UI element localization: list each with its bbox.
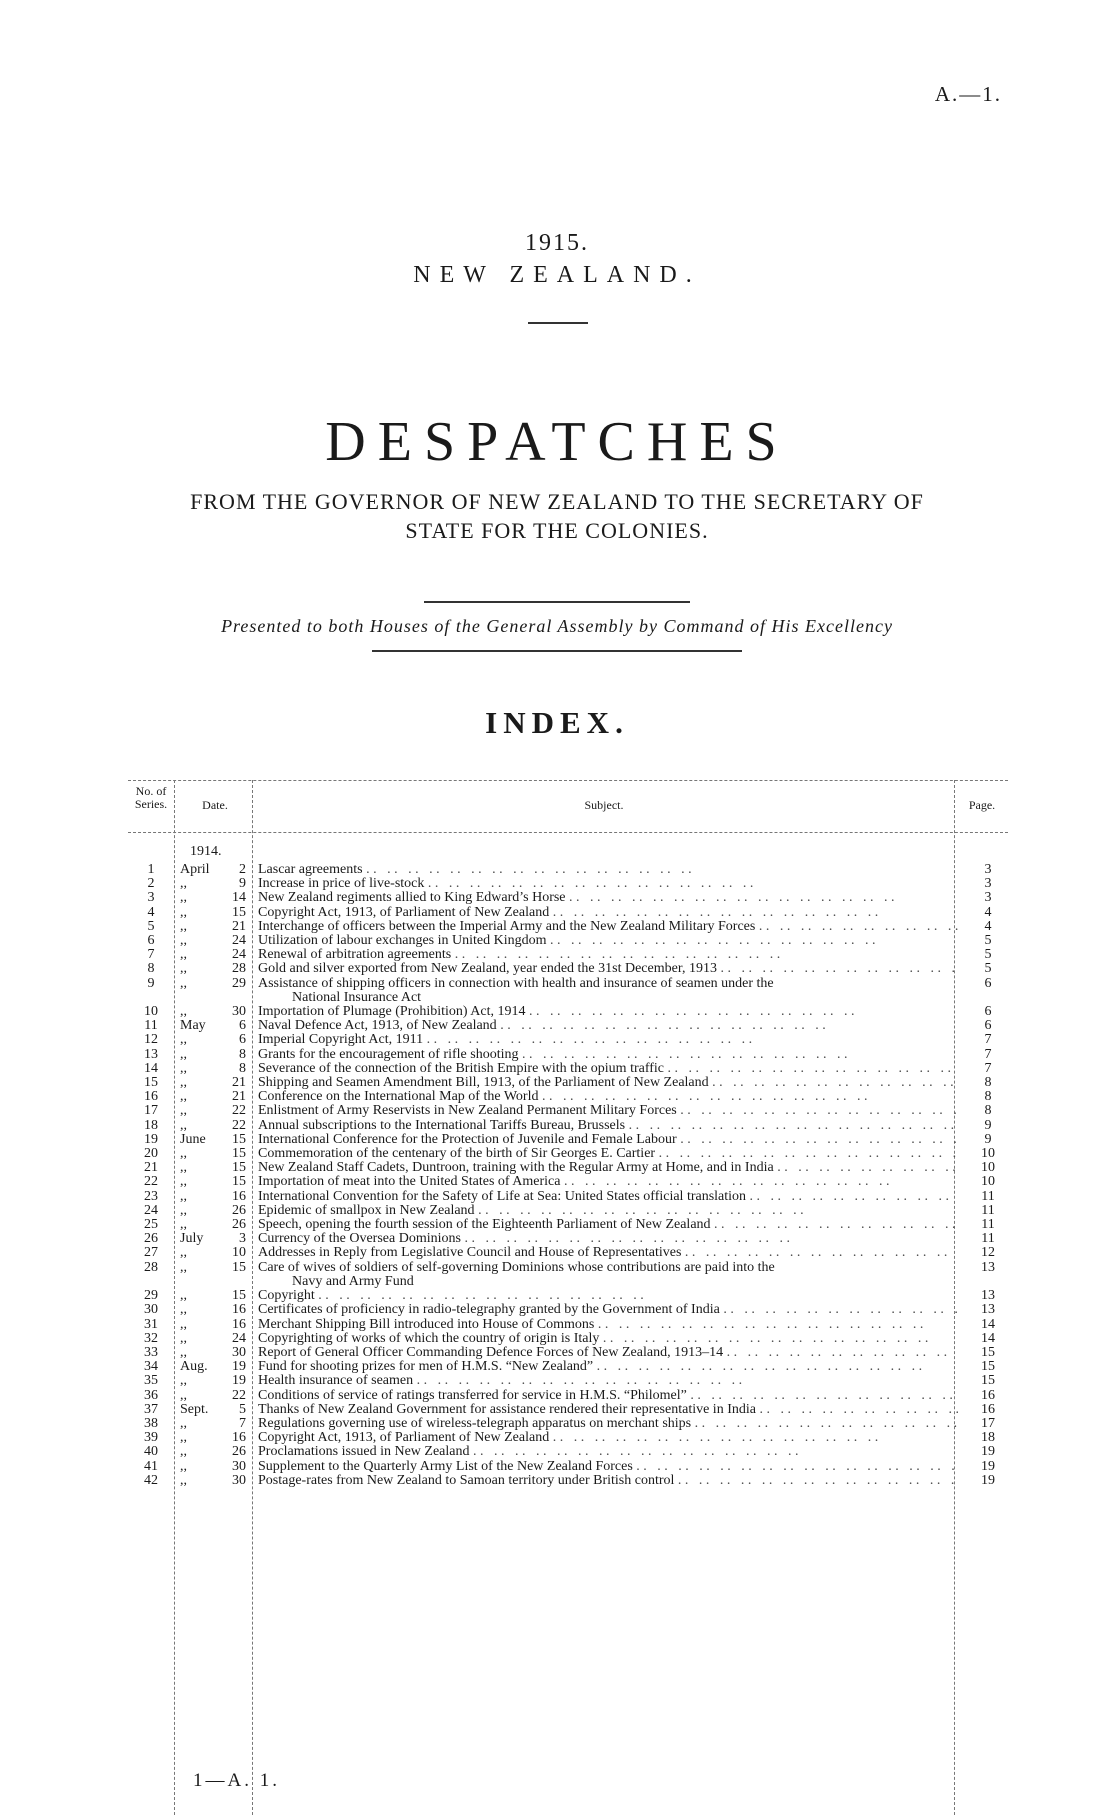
series-number: 22 <box>144 1174 158 1190</box>
date-month: ,, <box>180 1245 187 1261</box>
series-number: 37 <box>144 1401 158 1417</box>
date-month: ,, <box>180 961 187 977</box>
document-title: DESPATCHES <box>325 411 789 473</box>
header-no-of-series: No. of Series. <box>134 784 168 811</box>
subject-continuation: National Insurance Act <box>292 989 422 1005</box>
subject-cell <box>258 1261 958 1289</box>
subject-text: Shipping and Seamen Amendment Bill, 1913, of the Parliament of New Zealand . . <box>258 1076 958 1090</box>
date-month: Aug. <box>180 1359 208 1375</box>
table-row <box>128 891 1008 905</box>
page-number: 5 <box>984 947 992 963</box>
page-number: 19 <box>981 1444 995 1460</box>
date-month: ,, <box>180 1430 187 1446</box>
page-number: 7 <box>984 1032 992 1048</box>
date-day: 21 <box>232 918 246 934</box>
subject-text: Importation of Plumage (Prohibition) Act, 1914 . . <box>258 1005 958 1019</box>
series-number: 6 <box>147 933 155 949</box>
subject-text: New Zealand regiments allied to King Edward’s Horse . . <box>258 891 958 905</box>
header-subject: Subject. <box>584 798 624 812</box>
page-number: 10 <box>981 1174 995 1190</box>
table-row <box>128 1218 1008 1232</box>
date-day: 26 <box>232 1202 246 1218</box>
index-heading: INDEX. <box>485 705 629 740</box>
subject-text: Regulations governing use of wireless-telegraph apparatus on merchant ships . . <box>258 1417 958 1431</box>
date-day: 24 <box>232 1330 246 1346</box>
series-number: 19 <box>144 1131 158 1147</box>
date-month: ,, <box>180 1302 187 1318</box>
date-day: 16 <box>232 1430 246 1446</box>
date-day: 15 <box>232 1160 246 1176</box>
page-number: 3 <box>984 890 992 906</box>
series-number: 12 <box>144 1032 158 1048</box>
divider <box>372 650 742 652</box>
table-row <box>128 1289 1008 1303</box>
date-month: ,, <box>180 1004 187 1020</box>
subject-text: Proclamations issued in New Zealand . . <box>258 1445 958 1459</box>
date-day: 24 <box>232 933 246 949</box>
page-number: 9 <box>984 1117 992 1133</box>
subject-text: Lascar agreements . . <box>258 863 958 877</box>
date-month: ,, <box>180 1160 187 1176</box>
series-number: 28 <box>144 1259 158 1275</box>
date-month: ,, <box>180 1458 187 1474</box>
date-month: Sept. <box>180 1401 209 1417</box>
date-month: ,, <box>180 1373 187 1389</box>
subject-text: Addresses in Reply from Legislative Council and House of Representatives . . <box>258 1246 958 1260</box>
subject-text: Increase in price of live-stock . . <box>258 877 958 891</box>
table-row <box>128 1133 1008 1147</box>
table-row <box>128 1161 1008 1175</box>
page-number: 8 <box>984 1089 992 1105</box>
table-row <box>128 977 1008 1005</box>
date-month: ,, <box>180 1202 187 1218</box>
series-number: 24 <box>144 1202 158 1218</box>
page-number: 13 <box>981 1259 995 1275</box>
date-month: June <box>180 1131 206 1147</box>
page-number: 7 <box>984 1046 992 1062</box>
date-month: ,, <box>180 1117 187 1133</box>
table-row <box>128 1076 1008 1090</box>
date-month: ,, <box>180 876 187 892</box>
table-row <box>128 1474 1008 1488</box>
series-number: 36 <box>144 1387 158 1403</box>
series-number: 42 <box>144 1472 158 1488</box>
subject-cell <box>258 977 958 1005</box>
series-number: 7 <box>147 947 155 963</box>
series-number: 31 <box>144 1316 158 1332</box>
table-row <box>128 906 1008 920</box>
series-number: 1 <box>147 862 155 877</box>
date-day: 6 <box>239 1018 246 1034</box>
series-number: 39 <box>144 1430 158 1446</box>
date-month: ,, <box>180 904 187 920</box>
date-day: 10 <box>232 1245 246 1261</box>
subject-text: Epidemic of smallpox in New Zealand . . <box>258 1204 958 1218</box>
page-number: 11 <box>981 1202 995 1218</box>
date-month: ,, <box>180 1075 187 1091</box>
subject-text: Grants for the encouragement of rifle shooting . . <box>258 1048 958 1062</box>
date-month: ,, <box>180 1415 187 1431</box>
table-row <box>128 1403 1008 1417</box>
table-row <box>128 1460 1008 1474</box>
table-row <box>128 1019 1008 1033</box>
document-subtitle <box>0 487 1114 545</box>
country-heading: NEW ZEALAND. <box>413 262 701 288</box>
series-number: 2 <box>147 876 155 892</box>
page-number: 11 <box>981 1217 995 1233</box>
series-number: 17 <box>144 1103 158 1119</box>
page-number: 16 <box>981 1387 995 1403</box>
series-number: 21 <box>144 1160 158 1176</box>
page-number: 19 <box>981 1458 995 1474</box>
date-day: 2 <box>239 862 246 877</box>
table-row <box>128 1374 1008 1388</box>
date-day: 9 <box>239 876 246 892</box>
table-row <box>128 863 1008 877</box>
presented-line: Presented to both Houses of the General Assembly by Command of His Excellency <box>221 616 893 636</box>
date-day: 19 <box>232 1373 246 1389</box>
date-month: ,, <box>180 1060 187 1076</box>
page-number: 4 <box>984 918 992 934</box>
page-number: 8 <box>984 1103 992 1119</box>
subject-text: Health insurance of seamen . . <box>258 1374 958 1388</box>
table-row <box>128 934 1008 948</box>
date-month: ,, <box>180 1188 187 1204</box>
date-day: 15 <box>232 1146 246 1162</box>
date-day: 30 <box>232 1458 246 1474</box>
table-row <box>128 1190 1008 1204</box>
date-day: 16 <box>232 1316 246 1332</box>
subject-text: Fund for shooting prizes for men of H.M.S. “New Zealand” . . <box>258 1360 958 1374</box>
date-month: ,, <box>180 1103 187 1119</box>
table-row <box>128 1417 1008 1431</box>
date-month: ,, <box>180 1316 187 1332</box>
date-month: ,, <box>180 1288 187 1304</box>
date-day: 19 <box>232 1359 246 1375</box>
date-day: 30 <box>232 1344 246 1360</box>
series-number: 13 <box>144 1046 158 1062</box>
date-day: 6 <box>239 1032 246 1048</box>
series-number: 41 <box>144 1458 158 1474</box>
subject-text: Assistance of shipping officers in connection with health and insurance of seamen under the <box>258 976 774 991</box>
subject-text: Severance of the connection of the British Empire with the opium traffic . . <box>258 1062 958 1076</box>
date-day: 7 <box>239 1415 246 1431</box>
subject-text: Gold and silver exported from New Zealand, year ended the 31st December, 1913 . . <box>258 962 958 976</box>
page-number: 10 <box>981 1146 995 1162</box>
document-year: 1915. <box>525 230 589 256</box>
date-month: ,, <box>180 1344 187 1360</box>
page-number: 11 <box>981 1188 995 1204</box>
table-rule-header <box>128 832 1008 833</box>
page-number: 13 <box>981 1302 995 1318</box>
page-reference: A.—1. <box>934 82 1002 106</box>
series-number: 3 <box>147 890 155 906</box>
page-number: 5 <box>984 933 992 949</box>
subject-text: Enlistment of Army Reservists in New Zealand Permanent Military Forces . . <box>258 1104 958 1118</box>
date-month: ,, <box>180 1046 187 1062</box>
series-number: 20 <box>144 1146 158 1162</box>
page-number: 6 <box>984 1004 992 1020</box>
series-number: 38 <box>144 1415 158 1431</box>
page-number: 9 <box>984 1131 992 1147</box>
series-number: 25 <box>144 1217 158 1233</box>
subject-text: Care of wives of soldiers of self-governing Dominions whose contributions are paid into the <box>258 1260 775 1275</box>
series-number: 4 <box>147 904 155 920</box>
date-day: 8 <box>239 1046 246 1062</box>
subject-text: Conditions of service of ratings transferred for service in H.M.S. “Philomel” . . <box>258 1389 958 1403</box>
date-day: 16 <box>232 1302 246 1318</box>
date-month: ,, <box>180 1259 187 1275</box>
date-month: ,, <box>180 1217 187 1233</box>
series-number: 15 <box>144 1075 158 1091</box>
series-number: 10 <box>144 1004 158 1020</box>
date-month: ,, <box>180 1089 187 1105</box>
page-number: 4 <box>984 904 992 920</box>
series-number: 34 <box>144 1359 158 1375</box>
page-number: 19 <box>981 1472 995 1488</box>
table-row <box>128 1048 1008 1062</box>
date-month: ,, <box>180 933 187 949</box>
subtitle-line: FROM THE GOVERNOR OF NEW ZEALAND TO THE SECRETARY OF <box>190 489 924 514</box>
table-row <box>128 1033 1008 1047</box>
date-month: ,, <box>180 1032 187 1048</box>
table-row <box>128 1062 1008 1076</box>
page-number: 16 <box>981 1401 995 1417</box>
page-number: 15 <box>981 1344 995 1360</box>
table-row <box>128 1303 1008 1317</box>
subject-text: Copyright . . <box>258 1289 958 1303</box>
subject-text: Certificates of proficiency in radio-telegraphy granted by the Government of India . . <box>258 1303 958 1317</box>
page-number: 6 <box>984 975 992 991</box>
subject-text: Annual subscriptions to the International Tariffs Bureau, Brussels . . <box>258 1119 958 1133</box>
table-row <box>128 1005 1008 1019</box>
series-number: 14 <box>144 1060 158 1076</box>
series-number: 26 <box>144 1231 158 1247</box>
date-month: ,, <box>180 1387 187 1403</box>
date-day: 30 <box>232 1472 246 1488</box>
date-month: ,, <box>180 975 187 991</box>
date-month: May <box>180 1018 206 1034</box>
table-row <box>128 1360 1008 1374</box>
header-page: Page. <box>968 798 996 812</box>
series-number: 8 <box>147 961 155 977</box>
footer-signature: 1—A. 1. <box>193 1770 280 1791</box>
subject-text: International Convention for the Safety of Life at Sea: United States official translation . . <box>258 1190 958 1204</box>
date-day: 15 <box>232 1288 246 1304</box>
table-row <box>128 1332 1008 1346</box>
date-month: ,, <box>180 1174 187 1190</box>
table-row <box>128 1261 1008 1289</box>
date-day: 29 <box>232 975 246 991</box>
date-month: ,, <box>180 1472 187 1488</box>
date-day: 5 <box>239 1401 246 1417</box>
table-row <box>128 1246 1008 1260</box>
series-number: 27 <box>144 1245 158 1261</box>
date-day: 22 <box>232 1387 246 1403</box>
subject-text: Copyrighting of works of which the country of origin is Italy . . <box>258 1332 958 1346</box>
series-number: 23 <box>144 1188 158 1204</box>
series-number: 35 <box>144 1373 158 1389</box>
page-number: 6 <box>984 1018 992 1034</box>
series-number: 18 <box>144 1117 158 1133</box>
page-number: 5 <box>984 961 992 977</box>
date-day: 21 <box>232 1075 246 1091</box>
series-number: 11 <box>144 1018 158 1034</box>
series-number: 16 <box>144 1089 158 1105</box>
date-day: 24 <box>232 947 246 963</box>
table-row <box>128 1175 1008 1189</box>
subject-text: Copyright Act, 1913, of Parliament of New Zealand . . <box>258 1431 958 1445</box>
date-day: 21 <box>232 1089 246 1105</box>
subject-text: Copyright Act, 1913, of Parliament of New Zealand . . <box>258 906 958 920</box>
table-body <box>128 863 1008 1488</box>
series-number: 40 <box>144 1444 158 1460</box>
subject-text: Merchant Shipping Bill introduced into House of Commons . . <box>258 1318 958 1332</box>
subject-text: Thanks of New Zealand Government for assistance rendered their representative in India . . <box>258 1403 958 1417</box>
date-day: 15 <box>232 1131 246 1147</box>
subtitle-line: STATE FOR THE COLONIES. <box>405 518 709 543</box>
date-day: 28 <box>232 961 246 977</box>
page-number: 17 <box>981 1415 995 1431</box>
series-number: 5 <box>147 918 155 934</box>
date-day: 30 <box>232 1004 246 1020</box>
table-row <box>128 1119 1008 1133</box>
table-row <box>128 1232 1008 1246</box>
date-month: ,, <box>180 1330 187 1346</box>
page-number: 14 <box>981 1330 995 1346</box>
subject-text: Naval Defence Act, 1913, of New Zealand . . <box>258 1019 958 1033</box>
page-number: 15 <box>981 1359 995 1375</box>
page-number: 3 <box>984 862 992 877</box>
subject-continuation: Navy and Army Fund <box>292 1273 414 1289</box>
page-number: 15 <box>981 1373 995 1389</box>
table-row <box>128 1147 1008 1161</box>
subject-text: New Zealand Staff Cadets, Duntroon, training with the Regular Army at Home, and in India . . <box>258 1161 958 1175</box>
table-row <box>128 877 1008 891</box>
page-number: 7 <box>984 1060 992 1076</box>
subject-text: International Conference for the Protection of Juvenile and Female Labour . . <box>258 1133 958 1147</box>
date-day: 16 <box>232 1188 246 1204</box>
date-day: 8 <box>239 1060 246 1076</box>
series-number: 33 <box>144 1344 158 1360</box>
subject-text: Interchange of officers between the Imperial Army and the New Zealand Military Forces . . <box>258 920 958 934</box>
table-row <box>128 1431 1008 1445</box>
header-date: Date. <box>202 798 228 812</box>
date-day: 15 <box>232 1259 246 1275</box>
page-number: 18 <box>981 1430 995 1446</box>
page-number: 11 <box>981 1231 995 1247</box>
date-day: 15 <box>232 904 246 920</box>
date-day: 22 <box>232 1117 246 1133</box>
date-day: 26 <box>232 1444 246 1460</box>
series-number: 30 <box>144 1302 158 1318</box>
index-table <box>128 780 1008 1815</box>
subject-text: Renewal of arbitration agreements . . <box>258 948 958 962</box>
table-row <box>128 1389 1008 1403</box>
subject-text: Conference on the International Map of the World . . <box>258 1090 958 1104</box>
table-row <box>128 920 1008 934</box>
table-year: 1914. <box>190 844 222 859</box>
date-month: ,, <box>180 947 187 963</box>
page-number: 10 <box>981 1160 995 1176</box>
table-row <box>128 1104 1008 1118</box>
subject-text: Importation of meat into the United States of America . . <box>258 1175 958 1189</box>
series-number: 29 <box>144 1288 158 1304</box>
date-month: ,, <box>180 1146 187 1162</box>
date-month: ,, <box>180 918 187 934</box>
date-month: ,, <box>180 890 187 906</box>
divider <box>528 322 588 324</box>
series-number: 9 <box>147 975 155 991</box>
date-day: 26 <box>232 1217 246 1233</box>
subject-text: Imperial Copyright Act, 1911 . . <box>258 1033 958 1047</box>
table-row <box>128 1318 1008 1332</box>
date-day: 14 <box>232 890 246 906</box>
page-number: 8 <box>984 1075 992 1091</box>
series-number: 32 <box>144 1330 158 1346</box>
date-month: ,, <box>180 1444 187 1460</box>
table-row <box>128 1204 1008 1218</box>
table-row <box>128 948 1008 962</box>
subject-text: Utilization of labour exchanges in United Kingdom . . <box>258 934 958 948</box>
subject-text: Report of General Officer Commanding Defence Forces of New Zealand, 1913–14 . . <box>258 1346 958 1360</box>
table-rule-top <box>128 780 1008 781</box>
table-row <box>128 1346 1008 1360</box>
subject-text: Currency of the Oversea Dominions . . <box>258 1232 958 1246</box>
page-number: 12 <box>981 1245 995 1261</box>
subject-text: Supplement to the Quarterly Army List of the New Zealand Forces . . <box>258 1460 958 1474</box>
date-month: July <box>180 1231 204 1247</box>
page-number: 3 <box>984 876 992 892</box>
date-month: April <box>180 862 210 877</box>
page-number: 14 <box>981 1316 995 1332</box>
subject-text: Speech, opening the fourth session of the Eighteenth Parliament of New Zealand . . <box>258 1218 958 1232</box>
page-number: 13 <box>981 1288 995 1304</box>
subject-text: Commemoration of the centenary of the birth of Sir Georges E. Cartier . . <box>258 1147 958 1161</box>
date-day: 15 <box>232 1174 246 1190</box>
date-day: 22 <box>232 1103 246 1119</box>
table-row <box>128 962 1008 976</box>
table-row <box>128 1445 1008 1459</box>
date-day: 3 <box>239 1231 246 1247</box>
subject-text: Postage-rates from New Zealand to Samoan territory under British control . . <box>258 1474 958 1488</box>
divider <box>424 601 690 603</box>
table-row <box>128 1090 1008 1104</box>
